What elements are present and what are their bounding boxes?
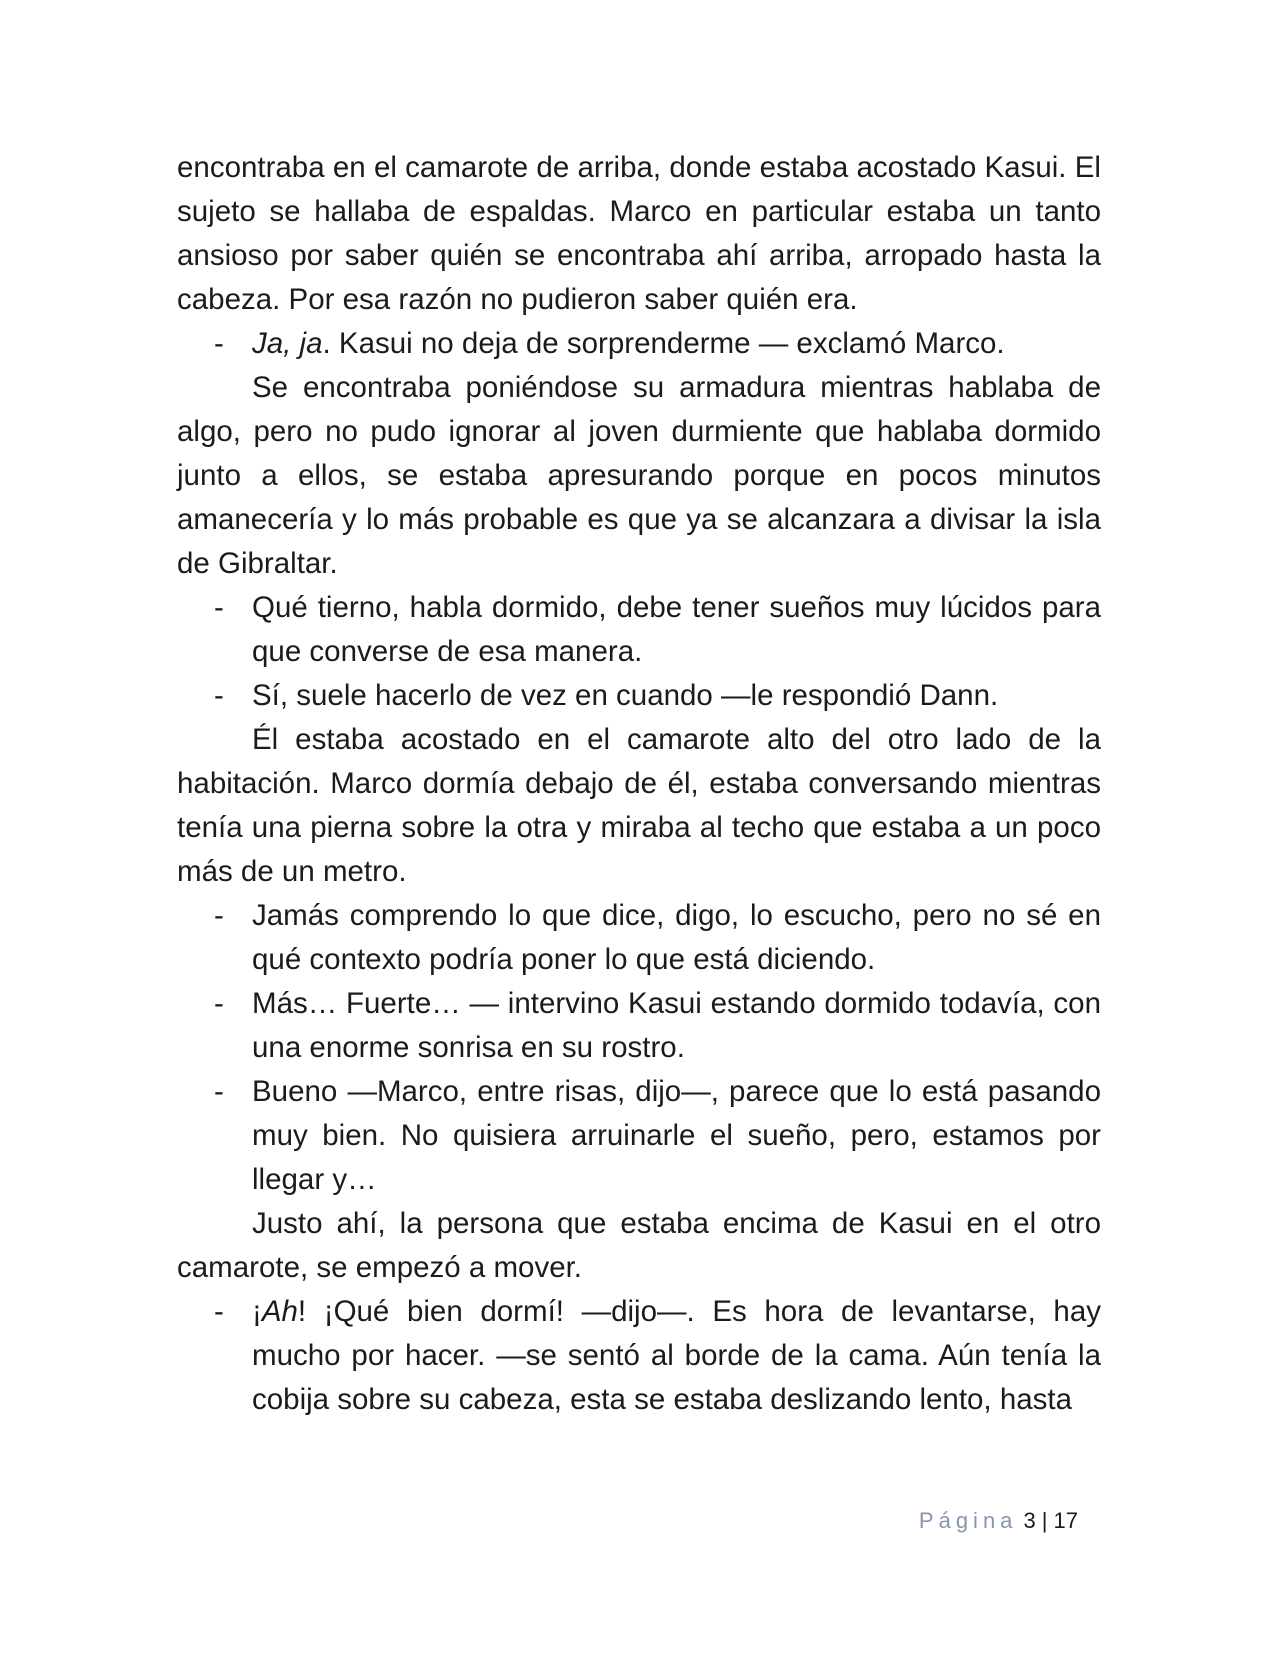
dialogue-text: Bueno —Marco, entre risas, dijo—, parece que lo está pasando muy bien. No quisiera arruinarle el sueño, pero, estamos por llegar y…: [252, 1075, 1101, 1196]
dialogue-text: . Kasui no deja de sorprenderme — exclamó Marco.: [322, 327, 1005, 360]
page-current: 3: [1023, 1508, 1036, 1533]
dialogue-text: ! ¡Qué bien dormí! —dijo—. Es hora de levantarse, hay mucho por hacer. —se sentó al borde de la cama. Aún tenía la cobija sobre su cabeza, esta se estaba deslizando lento, hasta: [252, 1295, 1101, 1416]
dialogue-line: [177, 1290, 1101, 1422]
dialogue-line: [177, 894, 1101, 982]
dialogue-text: ¡: [252, 1295, 262, 1328]
dialogue-dash: -: [214, 899, 224, 932]
page-label: Página: [918, 1508, 1018, 1533]
paragraph: encontraba en el camarote de arriba, donde estaba acostado Kasui. El sujeto se hallaba de espaldas. Marco en particular estaba un tanto ansioso por saber quién se encontraba ahí arriba, arropado hasta la cabeza. Por esa razón no pudieron saber quién era.: [177, 151, 1101, 316]
dialogue-line: [177, 322, 1101, 366]
paragraph: Él estaba acostado en el camarote alto del otro lado de la habitación. Marco dormía debajo de él, estaba conversando mientras tenía una pierna sobre la otra y miraba al techo que estaba a un poco más de un metro.: [177, 723, 1101, 888]
dialogue-dash: -: [214, 679, 224, 712]
dialogue-line: [177, 674, 1101, 718]
dialogue-dash: -: [214, 1295, 224, 1328]
page-total: 17: [1053, 1508, 1078, 1533]
dialogue-line: [177, 982, 1101, 1070]
dialogue-text: Qué tierno, habla dormido, debe tener sueños muy lúcidos para que converse de esa manera.: [252, 591, 1101, 668]
dialogue-text: Sí, suele hacerlo de vez en cuando —le respondió Dann.: [252, 679, 999, 712]
dialogue-dash: -: [214, 1075, 224, 1108]
paragraph: Justo ahí, la persona que estaba encima de Kasui en el otro camarote, se empezó a mover.: [177, 1207, 1101, 1284]
page-separator: |: [1041, 1508, 1048, 1533]
paragraph: Se encontraba poniéndose su armadura mientras hablaba de algo, pero no pudo ignorar al joven durmiente que hablaba dormido junto a ellos, se estaba apresurando porque en pocos minutos amanecería y lo más probable es que ya se alcanzara a divisar la isla de Gibraltar.: [177, 371, 1101, 580]
dialogue-text: Jamás comprendo lo que dice, digo, lo escucho, pero no sé en qué contexto podría poner lo que está diciendo.: [252, 899, 1101, 976]
dialogue-dash: -: [214, 327, 224, 360]
italic-text: Ah: [261, 1295, 298, 1328]
page-body: [177, 146, 1101, 1422]
dialogue-text: Más… Fuerte… — intervino Kasui estando dormido todavía, con una enorme sonrisa en su rostro.: [252, 987, 1101, 1064]
dialogue-line: [177, 1070, 1101, 1202]
dialogue-dash: -: [214, 591, 224, 624]
dialogue-dash: -: [214, 987, 224, 1020]
italic-text: Ja, ja: [252, 327, 323, 360]
dialogue-line: [177, 586, 1101, 674]
page-footer: [919, 1507, 1078, 1535]
